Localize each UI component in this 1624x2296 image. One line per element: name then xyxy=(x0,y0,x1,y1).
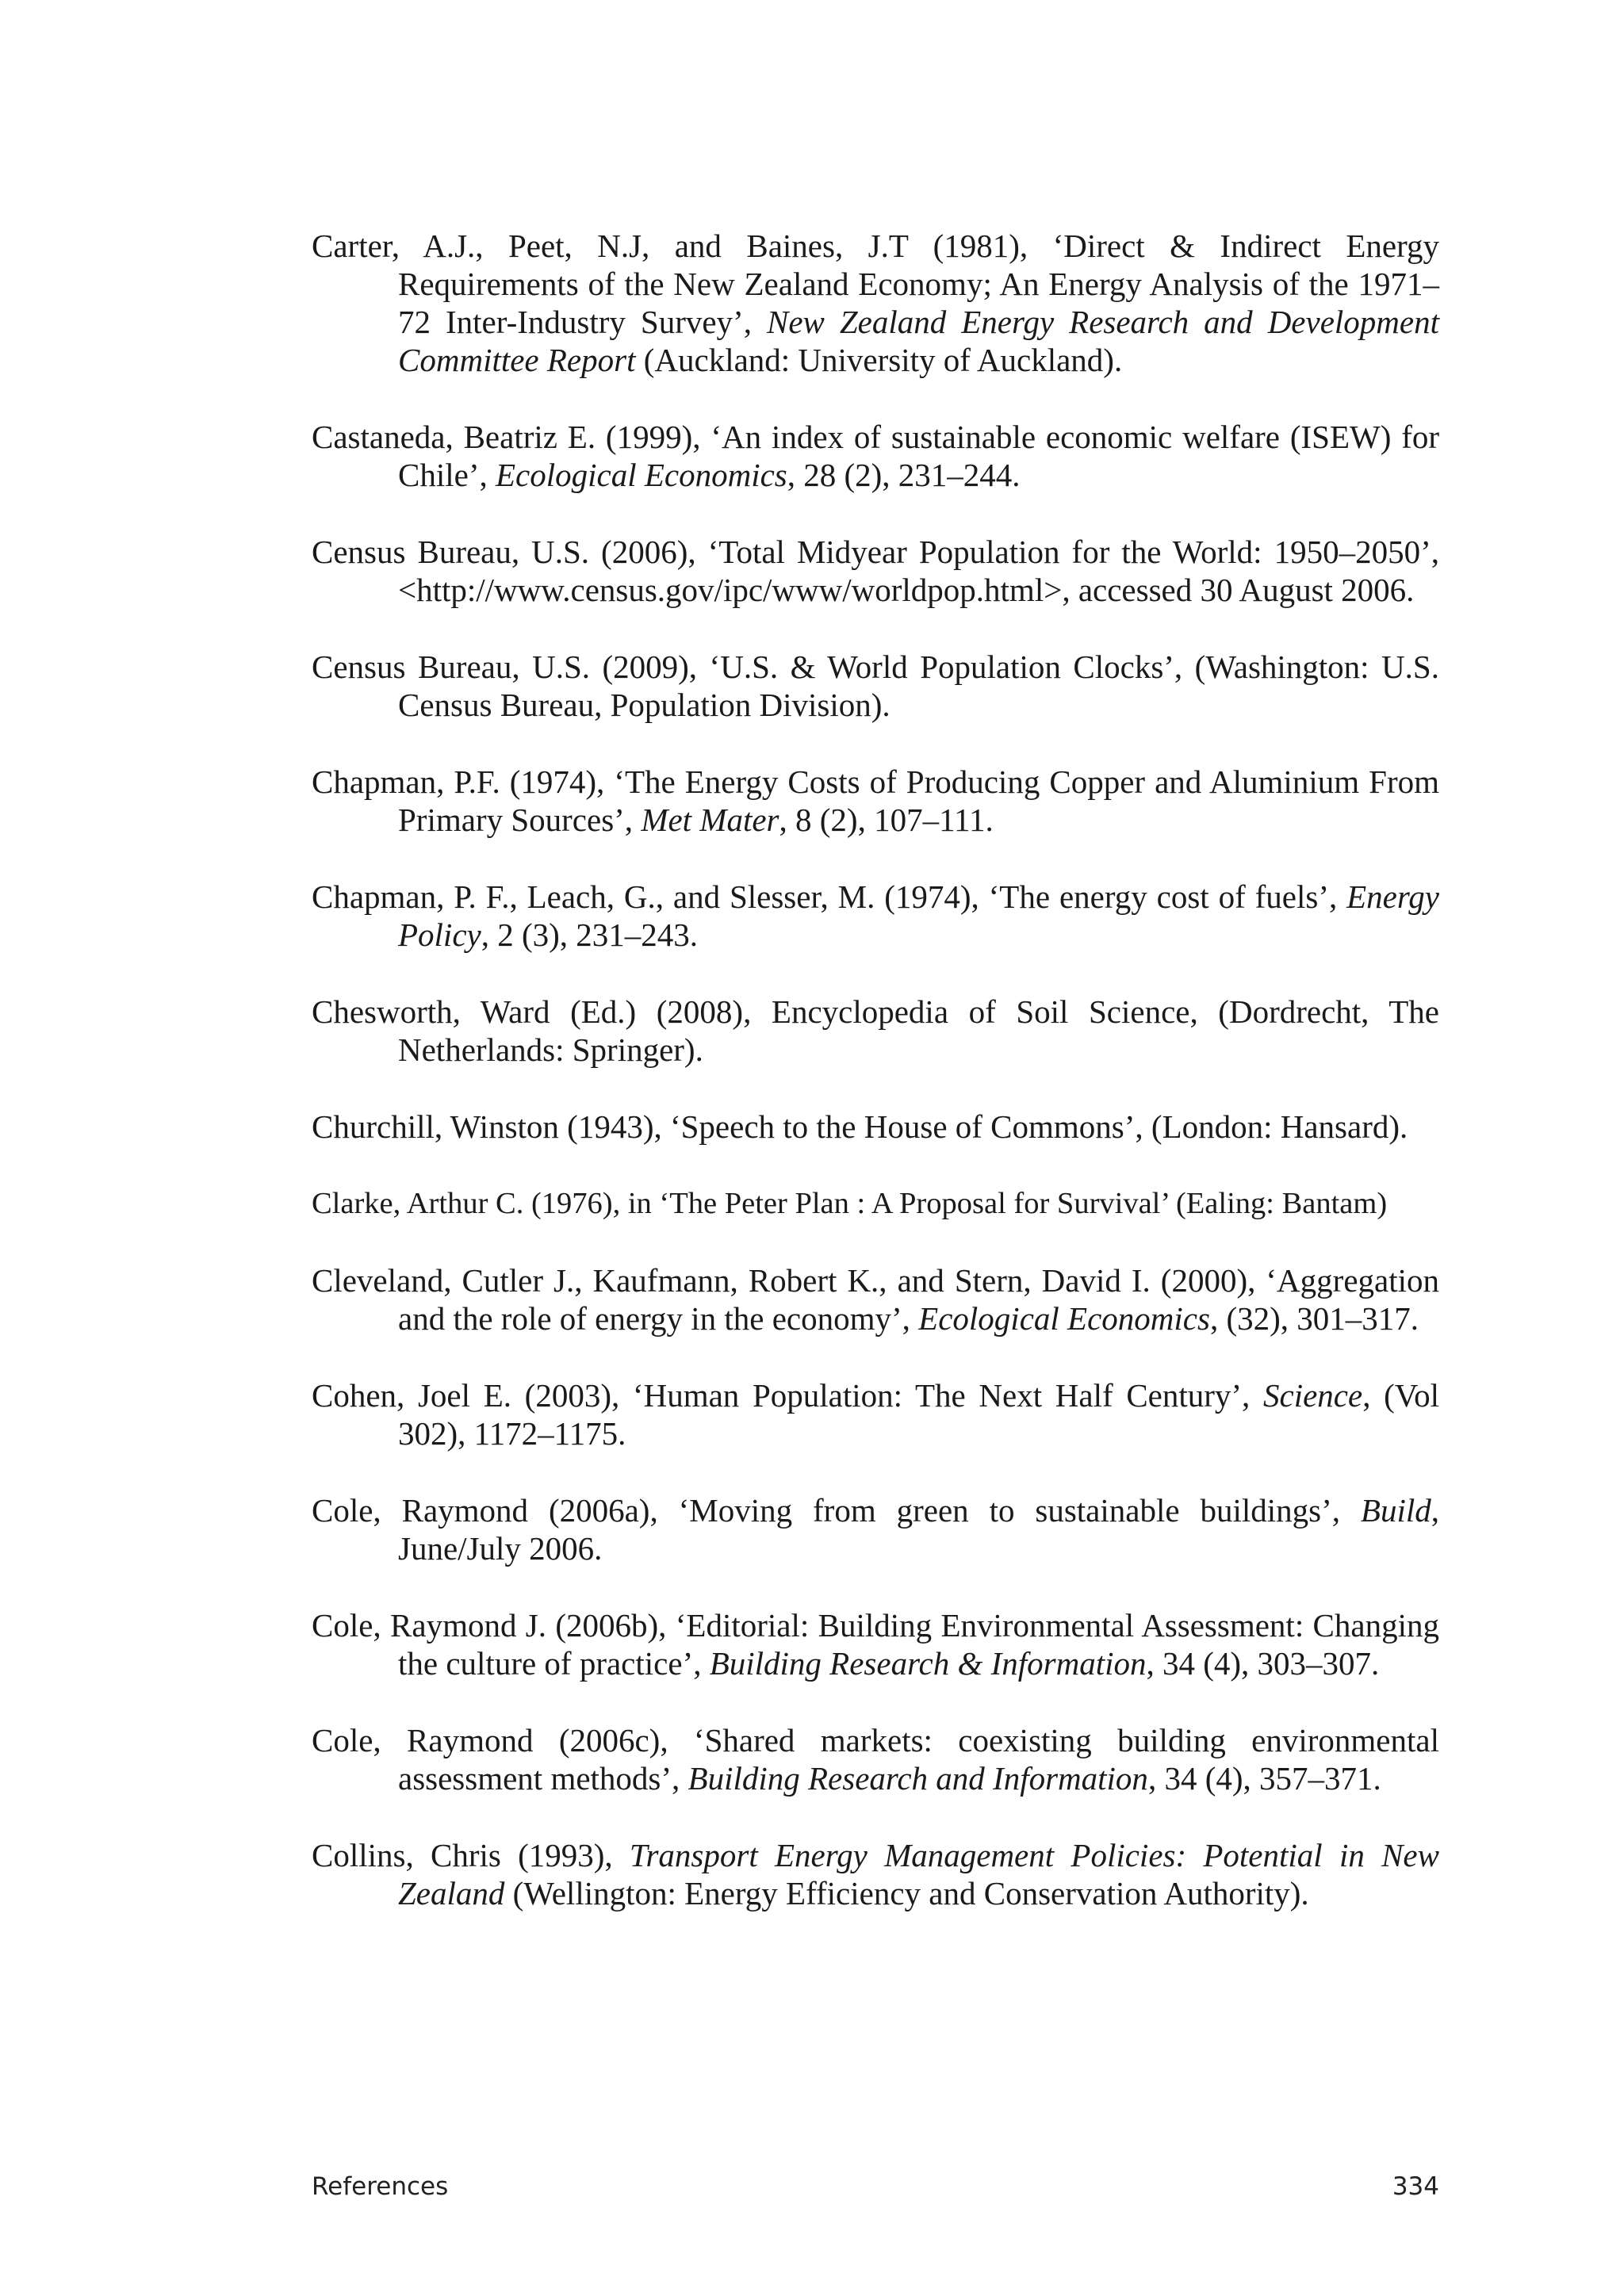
reference-entry: Census Bureau, U.S. (2009), ‘U.S. & World Population Clocks’, (Washington: U.S. Census Bureau, Population Division). xyxy=(312,649,1439,723)
reference-entry: Cole, Raymond (2006c), ‘Shared markets: coexisting building environmental assessment methods’, Building Research and Information, 34 (4), 357–371. xyxy=(312,1722,1439,1797)
reference-list xyxy=(312,227,1439,1912)
reference-entry: Clarke, Arthur C. (1976), in ‘The Peter Plan : A Proposal for Survival’ (Ealing: Bantam) xyxy=(312,1187,1388,1220)
reference-entry: Cole, Raymond J. (2006b), ‘Editorial: Building Environmental Assessment: Changing the culture of practice’, Building Research & Information, 34 (4), 303–307. xyxy=(312,1607,1439,1682)
reference-entry: Carter, A.J., Peet, N.J, and Baines, J.T (1981), ‘Direct & Indirect Energy Requirements of the New Zealand Economy; An Energy Analysis of the 1971–72 Inter-Industry Survey’, New Zealand Energy Research and Development Committee Report (Auckland: University of Auckland). xyxy=(312,228,1439,378)
reference-entry: Cohen, Joel E. (2003), ‘Human Population: The Next Half Century’, Science, (Vol 302), 1172–1175. xyxy=(312,1377,1439,1452)
reference-entry: Chapman, P.F. (1974), ‘The Energy Costs of Producing Copper and Aluminium From Primary Sources’, Met Mater, 8 (2), 107–111. xyxy=(312,763,1439,838)
page-number: 334 xyxy=(1392,2172,1439,2201)
reference-entry: Chesworth, Ward (Ed.) (2008), Encyclopedia of Soil Science, (Dordrecht, The Netherlands: Springer). xyxy=(312,993,1439,1068)
reference-entry: Castaneda, Beatriz E. (1999), ‘An index of sustainable economic welfare (ISEW) for Chile’, Ecological Economics, 28 (2), 231–244. xyxy=(312,419,1439,493)
reference-entry: Cole, Raymond (2006a), ‘Moving from green to sustainable buildings’, Build, June/July 2006. xyxy=(312,1492,1439,1567)
reference-entry: Chapman, P. F., Leach, G., and Slesser, M. (1974), ‘The energy cost of fuels’, Energy Policy, 2 (3), 231–243. xyxy=(312,878,1439,953)
reference-entry: Cleveland, Cutler J., Kaufmann, Robert K., and Stern, David I. (2000), ‘Aggregation and the role of energy in the economy’, Ecological Economics, (32), 301–317. xyxy=(312,1262,1439,1337)
reference-entry: Collins, Chris (1993), Transport Energy Management Policies: Potential in New Zealand (Wellington: Energy Efficiency and Conservation Authority). xyxy=(312,1837,1439,1911)
reference-entry: Churchill, Winston (1943), ‘Speech to the House of Commons’, (London: Hansard). xyxy=(312,1108,1408,1145)
reference-entry: Census Bureau, U.S. (2006), ‘Total Midyear Population for the World: 1950–2050’, <http://www.census.gov/ipc/www/worldpop.html>, accessed 30 August 2006. xyxy=(312,534,1439,608)
footer-section-title: References xyxy=(312,2172,449,2201)
